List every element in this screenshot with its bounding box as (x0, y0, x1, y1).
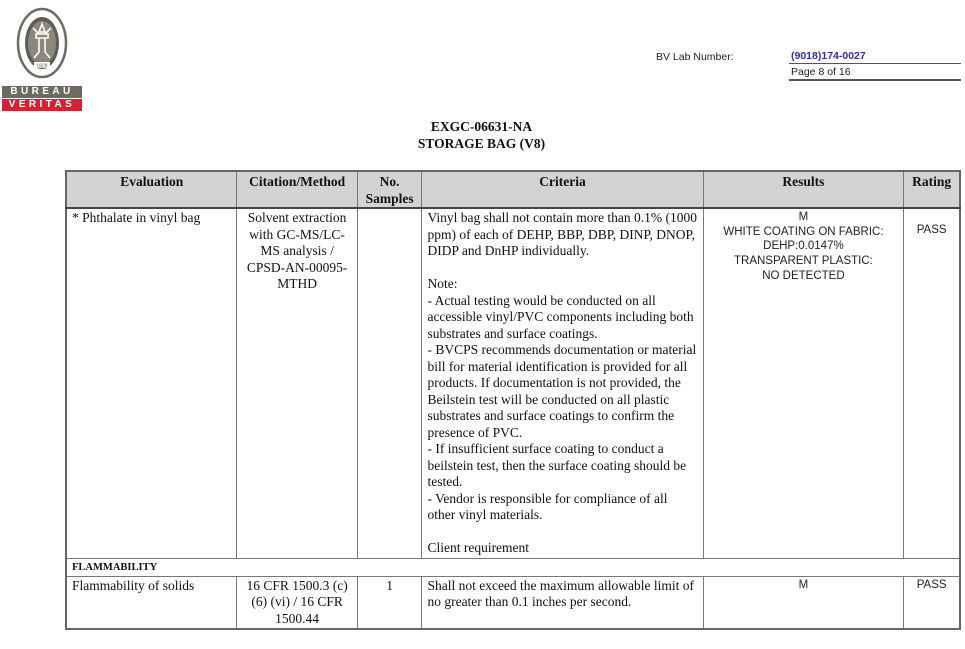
col-header-criteria: Criteria (422, 171, 703, 208)
cell-criteria: Shall not exceed the maximum allowable limit of no greater than 0.1 inches per second. (422, 576, 703, 629)
cell-results: M (703, 576, 904, 629)
table-row (66, 576, 960, 629)
lab-number: (9018)174-0027 (789, 50, 961, 64)
cell-citation: 16 CFR 1500.3 (c) (6) (vi) / 16 CFR 1500.44 (237, 576, 357, 629)
cell-criteria (422, 208, 703, 558)
logo-band-bureau: BUREAU (2, 86, 82, 98)
cell-citation: Solvent extraction with GC-MS/LC-MS analysis / CPSD-AN-00095-MTHD (237, 208, 357, 558)
cell-evaluation: * Phthalate in vinyl bag (66, 208, 237, 558)
bureau-veritas-logo (2, 4, 82, 108)
result-line: NO DETECTED (762, 269, 845, 282)
criteria-note: - Vendor is responsible for compliance of all other vinyl materials. (427, 490, 668, 522)
product-title: STORAGE BAG (V8) (417, 136, 546, 151)
criteria-note: - BVCPS recommends documentation or material bill for material identification is provided for all products. If documentation is not provided, the Beilstein test will be conducted on all plastic substrates and surface coatings to confirm the presence of PVC. (427, 342, 697, 440)
criteria-spacer (427, 524, 697, 541)
col-header-rating: Rating (904, 171, 960, 208)
cell-evaluation: Flammability of solids (66, 576, 237, 629)
logo-band-veritas: VERITAS (2, 99, 82, 111)
page-number: Page 8 of 16 (789, 66, 961, 81)
cell-rating: PASS (904, 576, 960, 629)
criteria-client-requirement: Client requirement (427, 540, 530, 555)
result-line: WHITE COATING ON FABRIC: (723, 225, 884, 238)
seal-emblem-icon (16, 6, 68, 80)
col-header-samples (357, 171, 422, 208)
col-header-samples-line2: Samples (365, 190, 414, 206)
cell-samples (357, 208, 422, 558)
col-header-citation: Citation/Method (237, 171, 357, 208)
col-header-results: Results (703, 171, 904, 208)
result-line: TRANSPARENT PLASTIC: (733, 255, 873, 268)
criteria-note: - If insufficient surface coating to conduct a beilstein test, then the surface coating should be tested. (427, 441, 687, 489)
svg-text:1828: 1828 (36, 63, 48, 70)
section-row (66, 558, 960, 576)
col-header-samples-line1: No. (379, 174, 400, 189)
section-flammability: FLAMMABILITY (66, 558, 960, 576)
report-code: EXGC-06631-NA (430, 119, 533, 134)
table-row (66, 208, 960, 558)
result-line: M (798, 211, 809, 223)
cell-results (703, 208, 904, 558)
table-header-row (66, 171, 960, 208)
result-line: DEHP:0.0147% (763, 240, 844, 253)
criteria-note-label: Note: (427, 276, 458, 291)
col-header-evaluation: Evaluation (66, 171, 237, 208)
cell-rating: PASS (904, 208, 960, 558)
lab-number-label: BV Lab Number: (656, 51, 734, 63)
cell-samples: 1 (357, 576, 422, 629)
criteria-spacer (427, 260, 697, 277)
evaluation-table (65, 170, 961, 630)
criteria-text: Vinyl bag shall not contain more than 0.1% (1000 ppm) of each of DEHP, BBP, DBP, DINP, DNOP, DIDP and DnHP individually. (427, 210, 697, 258)
criteria-note: - Actual testing would be conducted on all accessible vinyl/PVC components including both substrates and surface coatings. (427, 292, 694, 341)
